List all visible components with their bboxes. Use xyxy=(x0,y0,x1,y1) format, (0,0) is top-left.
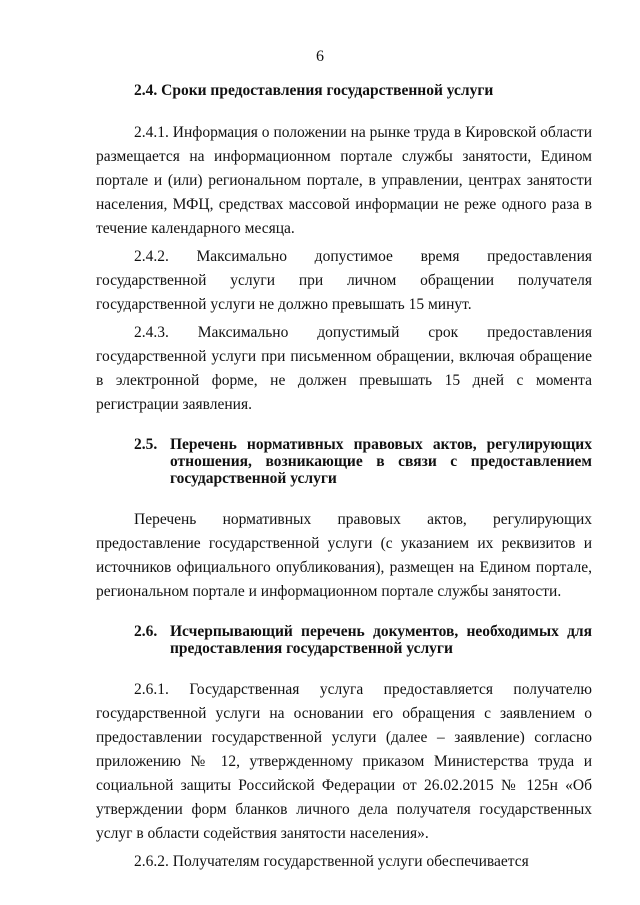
section-2-6-title: Исчерпывающий перечень документов, необходимых для предоставления государственной услуги xyxy=(170,623,592,657)
section-2-5-number: 2.5. xyxy=(134,436,158,453)
paragraph-2-4-3: 2.4.3. Максимально допустимый срок предоставления государственной услуги при письменном обращении, включая обращение в электронной форме, не должен превышать 15 дней с момента регистрации заявления. xyxy=(96,324,592,413)
paragraph-2-5: Перечень нормативных правовых актов, регулирующих предоставление государственной услуги (с указанием их реквизитов и источников официального опубликования), размещен на Едином портале, региональном портале и информационном портале службы занятости. xyxy=(96,511,592,600)
paragraph-2-4-2: 2.4.2. Максимально допустимое время предоставления государственной услуги при личном обращении получателя государственной услуги не должно превышать 15 минут. xyxy=(96,248,592,313)
paragraph-2-6-2: 2.6.2. Получателям государственной услуги обеспечивается xyxy=(134,853,529,870)
document-body xyxy=(96,80,592,874)
section-2-6-number: 2.6. xyxy=(134,623,158,640)
section-2-4-heading: 2.4. Сроки предоставления государственной услуги xyxy=(134,82,494,99)
paragraph-2-4-1: 2.4.1. Информация о положении на рынке труда в Кировской области размещается на информационном портале службы занятости, Едином портале и (или) региональном портале, в управлении, центрах занятости населения, МФЦ, средствах массовой информации не реже одного раза в течение календарного месяца. xyxy=(96,124,592,237)
paragraph-2-6-1: 2.6.1. Государственная услуга предоставляется получателю государственной услуги на основании его обращения с заявлением о предоставлении государственной услуги (далее – заявление) согласно приложению № 12, утвержденному приказом Министерства труда и социальной защиты Российской Федерации от 26.02.2015 № 125н «Об утверждении форм бланков личного дела получателя государственных услуг в области содействия занятости населения». xyxy=(96,681,592,842)
page-number: 6 xyxy=(316,48,324,65)
section-2-5-title: Перечень нормативных правовых актов, регулирующих отношения, возникающие в связи с предоставлением государственной услуги xyxy=(170,436,592,487)
section-2-6-heading xyxy=(96,623,592,657)
section-2-5-heading xyxy=(96,436,592,487)
